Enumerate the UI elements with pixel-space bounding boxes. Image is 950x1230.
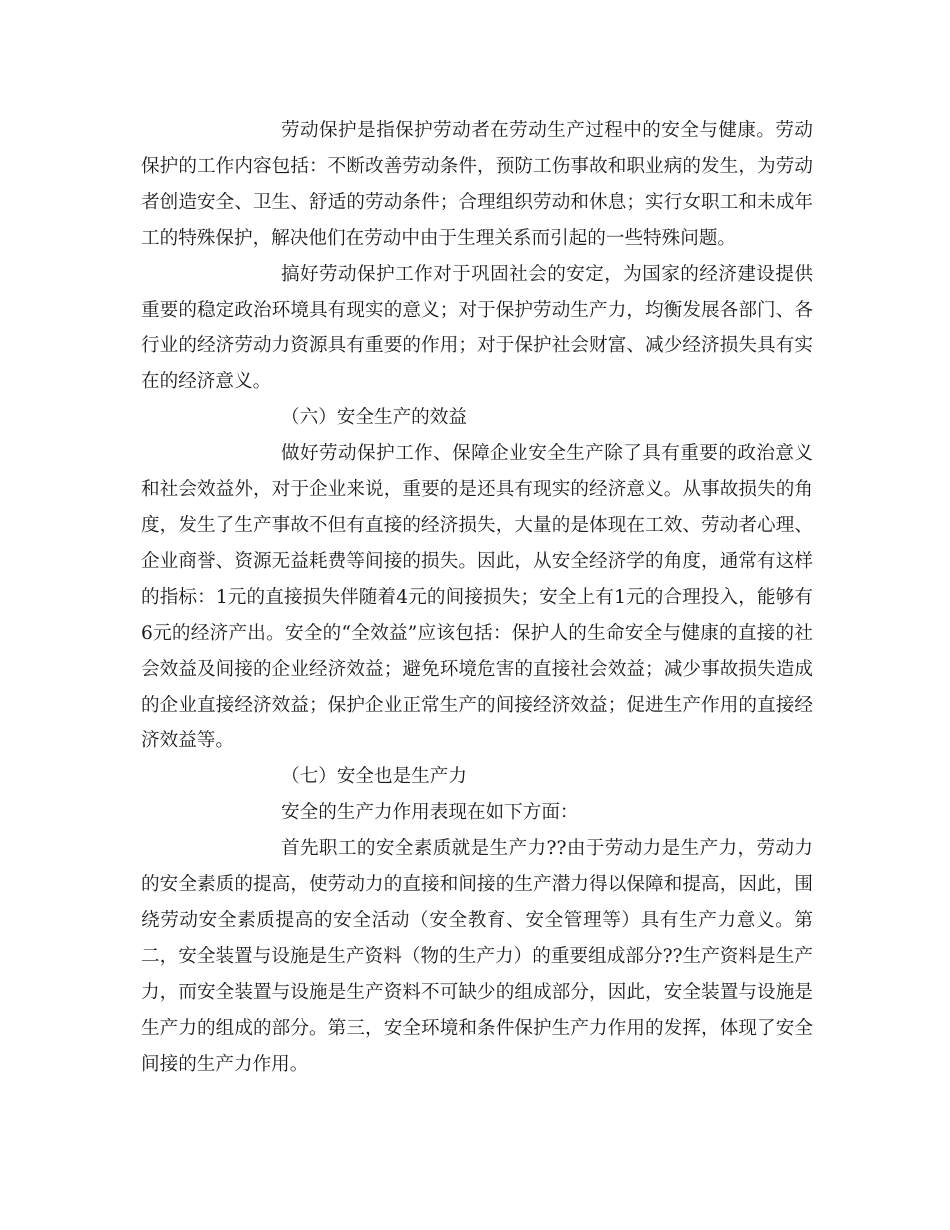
paragraph-productivity-intro: 安全的生产力作用表现在如下方面： (281, 802, 579, 824)
paragraph-productivity-details: 首先职工的安全素质就是生产力??由于劳动力是生产力，劳动力的安全素质的提高，使劳动力的直接和间接的生产潜力得以保障和提高，因此，围绕劳动安全素质提高的安全活动（安全教育、安全管理等）具有生产力意义。第二，安全装置与设施是生产资料（物的生产力）的重要组成部分??生产资料是生产力，而安全装置与设施是生产资料不可缺少的组成部分，因此，安全装置与设施是生产力的组成的部分。第三，安全环境和条件保护生产力作用的发挥，体现了安全间接的生产力作用。 (141, 838, 813, 1075)
paragraph-labor-protection-significance: 搞好劳动保护工作对于巩固社会的安定，为国家的经济建设提供重要的稳定政治环境具有现实的意义；对于保护劳动生产力，均衡发展各部门、各行业的经济劳动力资源具有重要的作用；对于保护社会财富、减少经济损失具有实在的经济意义。 (141, 263, 813, 393)
section-heading-safety-benefits: （六）安全生产的效益 (281, 407, 467, 429)
paragraph-safety-benefits: 做好劳动保护工作、保障企业安全生产除了具有重要的政治意义和社会效益外，对于企业来说，重要的是还具有现实的经济意义。从事故损失的角度，发生了生产事故不但有直接的经济损失，大量的是体现在工效、劳动者心理、企业商誉、资源无益耗费等间接的损失。因此，从安全经济学的角度，通常有这样的指标：1元的直接损失伴随着4元的间接损失；安全上有1元的合理投入，能够有6元的经济产出。安全的“全效益”应该包括：保护人的生命安全与健康的直接的社会效益及间接的企业经济效益；避免环境危害的直接社会效益；减少事故损失造成的企业直接经济效益；保护企业正常生产的间接经济效益；促进生产作用的直接经济效益等。 (141, 443, 813, 752)
section-heading-safety-productivity: （七）安全也是生产力 (281, 766, 467, 788)
document-body (141, 113, 813, 1082)
paragraph-labor-protection-definition: 劳动保护是指保护劳动者在劳动生产过程中的安全与健康。劳动保护的工作内容包括：不断改善劳动条件，预防工伤事故和职业病的发生，为劳动者创造安全、卫生、舒适的劳动条件；合理组织劳动和休息；实行女职工和未成年工的特殊保护，解决他们在劳动中由于生理关系而引起的一些特殊问题。 (141, 120, 813, 249)
